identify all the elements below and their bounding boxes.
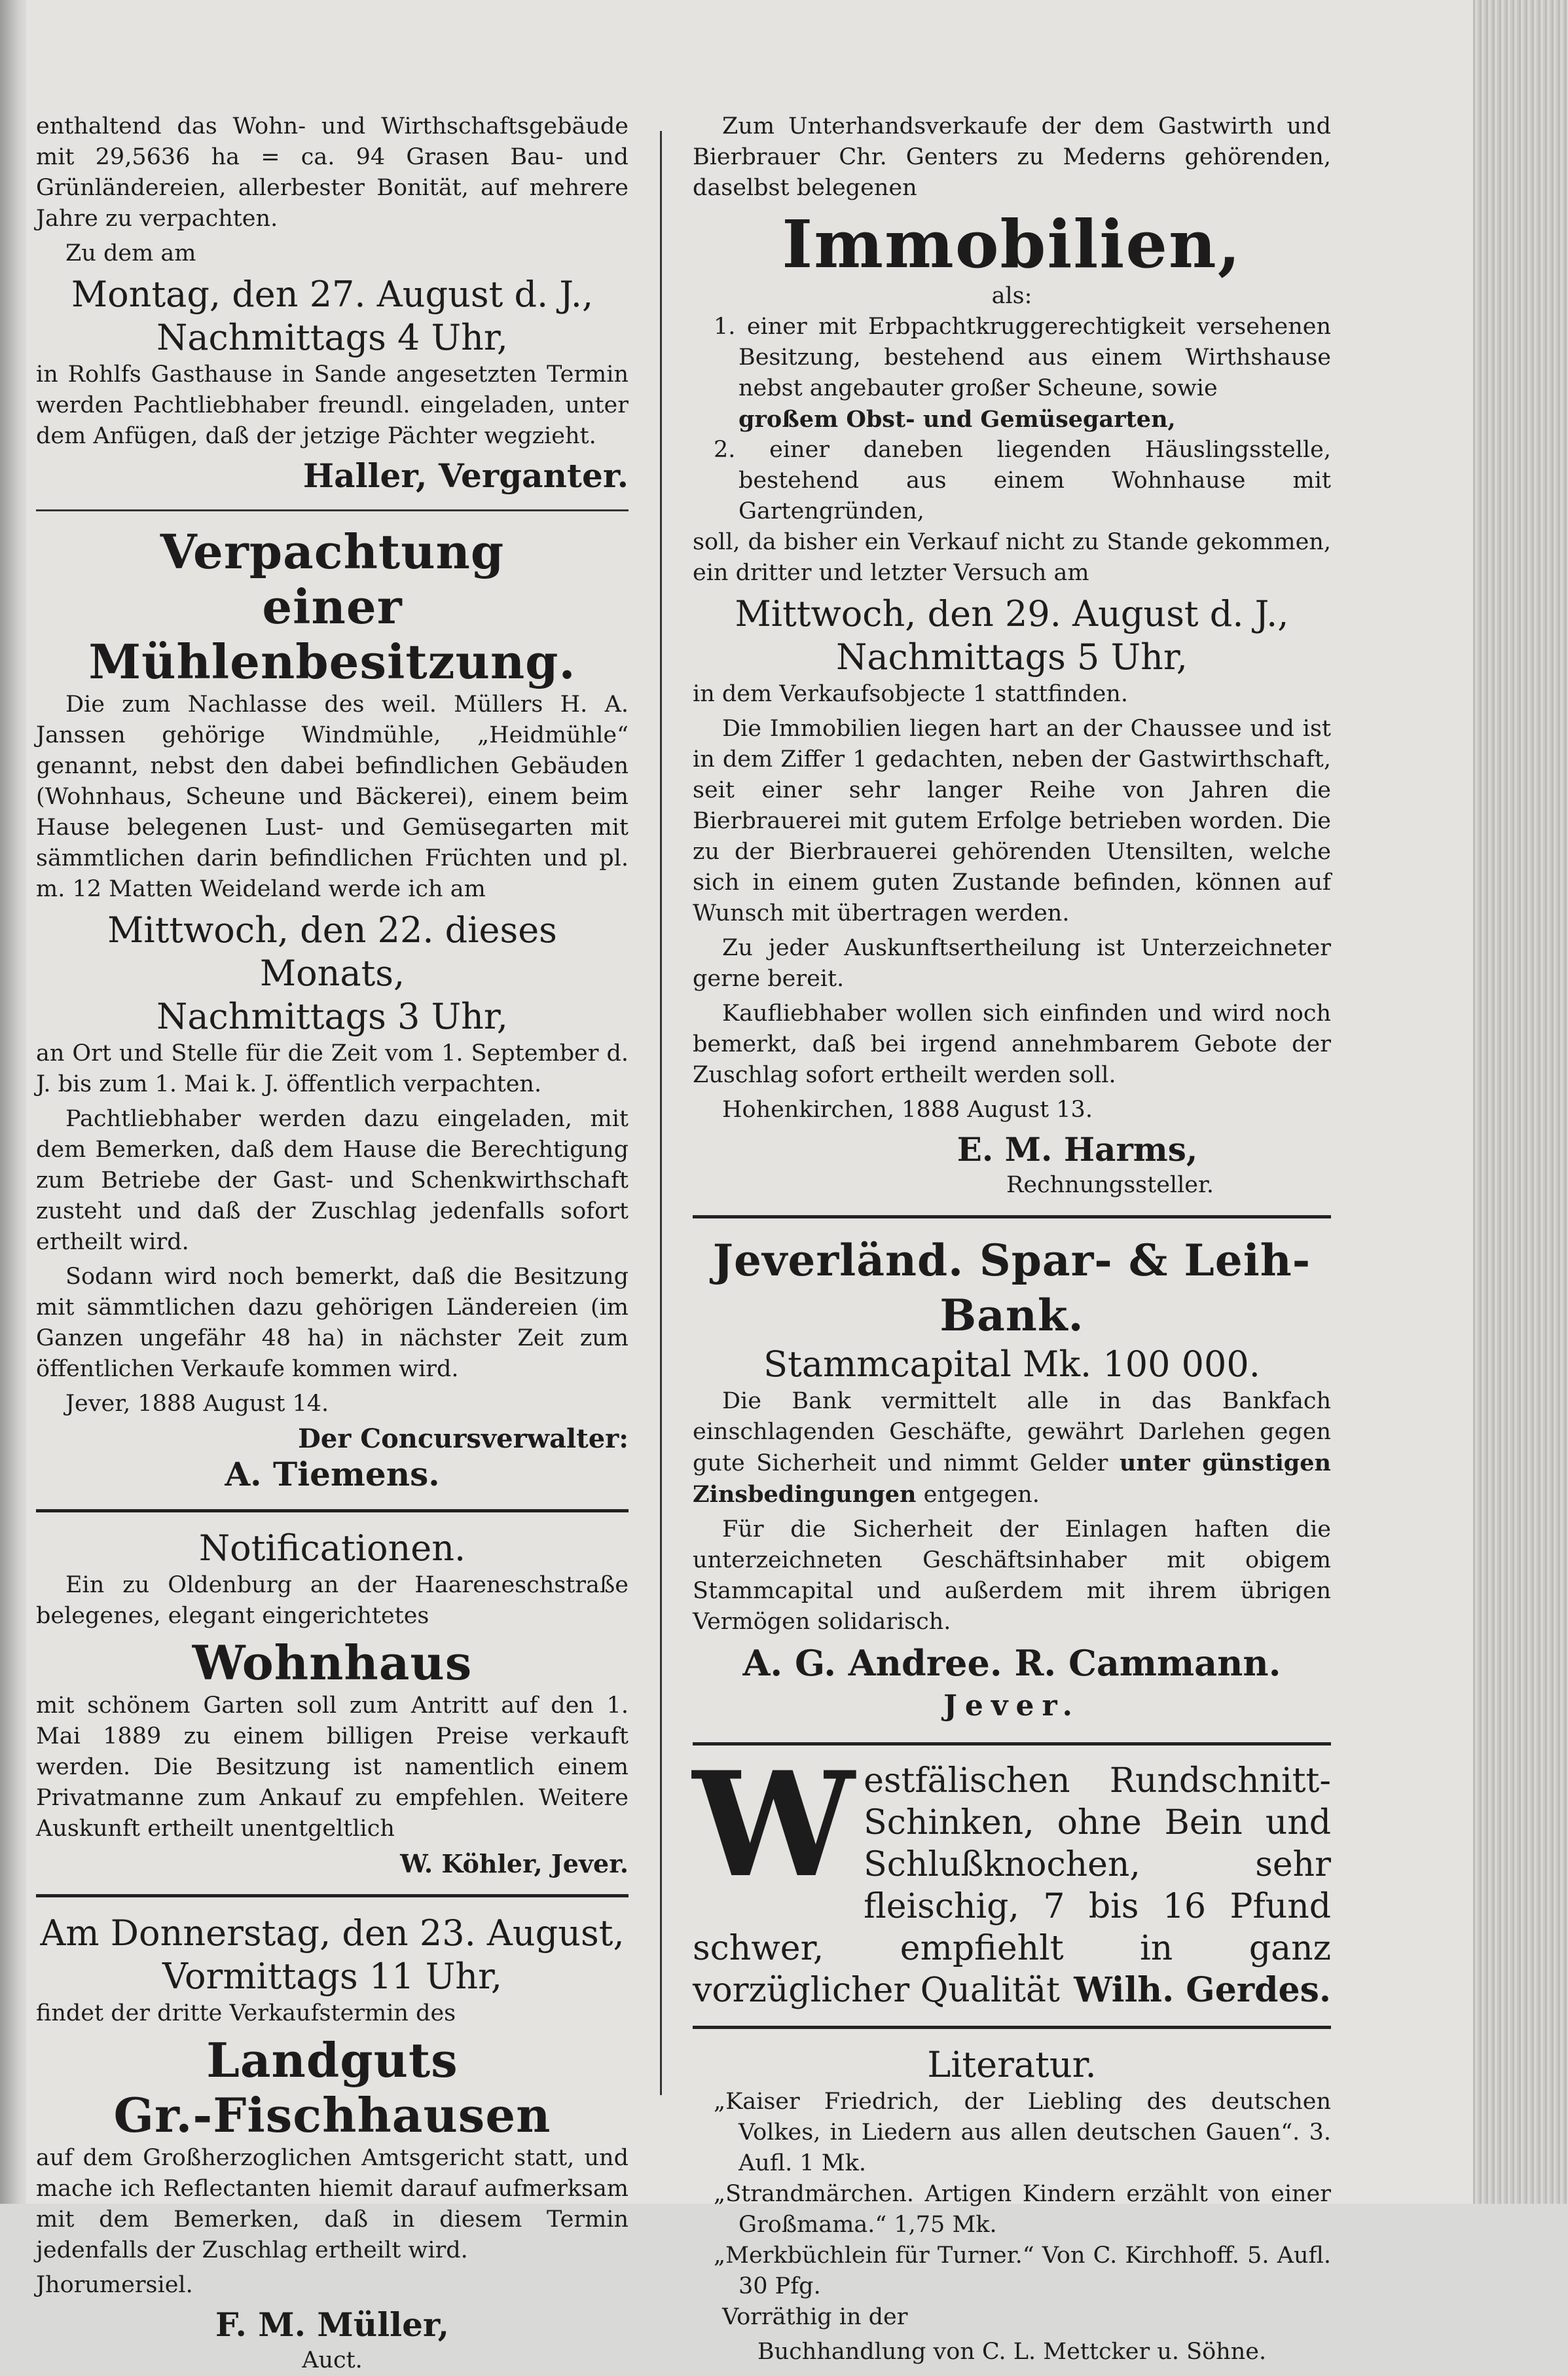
place: Jever.	[943, 1689, 1080, 1723]
ad-literature	[693, 2043, 1331, 2367]
text: Zu dem am	[65, 240, 196, 266]
capital-line: Stammcapital Mk. 100 000.	[763, 1343, 1260, 1385]
headline: Immobilien,	[782, 206, 1242, 283]
headline: Wohnhaus	[192, 1635, 473, 1691]
text: estfälischen Rundschnitt-Schinken, ohne Bein und Schlußknochen, sehr fleischig, 7 bis 16 Pfund schwer, empfiehlt in ganz vorzüglicher Qualität	[693, 1761, 1331, 2010]
text: als:	[991, 283, 1032, 309]
separator	[693, 2026, 1331, 2029]
text: Zu jeder Auskunftsertheilung ist Unterzeichneter gerne bereit.	[693, 935, 1331, 992]
text: Pachtliebhaber werden dazu eingeladen, mit dem Bemerken, daß dem Hause die Berechtigung zum Betriebe der Gast- und Schenkwirthschaft zusteht und daß der Zuschlag jedenfalls sofort ertheilt wird.	[36, 1106, 629, 1255]
ad-mill-lease	[36, 524, 629, 1495]
left-column	[36, 111, 629, 2376]
text: in dem Verkaufsobjecte 1 stattfinden.	[693, 681, 1128, 707]
text	[693, 1386, 1331, 1510]
text: an Ort und Stelle für die Zeit vom 1. September d. J. bis zum 1. Mai k. J. öffentlich verpachten.	[36, 1040, 629, 1097]
page-binding	[0, 0, 26, 2204]
time-line: Nachmittags 5 Uhr,	[836, 636, 1188, 678]
separator	[36, 509, 629, 511]
date-line: Mittwoch, den 29. August d. J.,	[735, 593, 1289, 634]
text: Ein zu Oldenburg an der Haarenesch​straße belegenes, elegant eingerichtetes	[36, 1572, 629, 1629]
section-title: Literatur.	[927, 2044, 1097, 2085]
time-line: Nachmittags 3 Uhr,	[156, 996, 508, 1037]
section-title: Notificationen.	[198, 1527, 466, 1569]
text: Zum Unterhandsverkaufe der dem Gastwirth und Bierbrauer Chr. Genters zu Mederns gehörenden, daselbst belegenen	[693, 113, 1331, 201]
signature: Haller, Verganter.	[302, 456, 629, 495]
signature: E. M. Harms,	[957, 1130, 1198, 1169]
date-line: Montag, den 27. August d. J.,	[71, 274, 594, 315]
headline: einer Mühlenbesitzung.	[88, 579, 576, 689]
ad-estate-sale	[36, 1912, 629, 2376]
headline: Landguts	[206, 2032, 458, 2088]
ad-house-oldenburg	[36, 1527, 629, 1880]
text-part: Die Bank vermittelt alle in das Bankfach einschlagenden Geschäfte, gewährt Darlehen gegen gute Sicherheit und nimmt Gelder	[693, 1388, 1331, 1476]
text: Sodann wird noch bemerkt, daß die Besitzung mit sämmtlichen dazu gehörigen Ländereien (im Ganzen ungefähr 48 ha) in nächster Zeit zum öffentlichen Verkaufe kommen wird.	[36, 1264, 629, 1382]
text-part: entgegen.	[923, 1482, 1040, 1508]
signature: A. G. Andree. R. Cammann.	[742, 1642, 1281, 1684]
book-entry: „Merkbüchlein für Turner.“ Von C. Kirchhoff. 5. Aufl. 30 Pfg.	[714, 2242, 1331, 2299]
date-line: Am Donnerstag, den 23. August,	[40, 1912, 625, 1954]
text: in Rohlfs Gasthause in Sande angesetzten Termin werden Pachtliebhaber freundl. eingeladen, unter dem Anfügen, daß der jetzige Pächter wegzieht.	[36, 361, 629, 449]
text: Die Immobilien liegen hart an der Chaussee und ist in dem Ziffer 1 gedachten, neben der Gastwirthschaft, seit einer sehr langer Reihe von Jahren die Bierbrauerei mit gutem Erfolge betrieben worden. Die zu der Bierbrauerei gehörenden Utensilten, welche sich in einem guten Zustande befinden, können auf Wunsch mit übertragen werden.	[693, 716, 1331, 926]
signature: W. Köhler, Jever.	[400, 1849, 629, 1878]
signature: F. M. Müller,	[215, 2305, 450, 2344]
date-line: Mittwoch, den 22. dieses Monats,	[107, 909, 557, 994]
column-divider	[660, 131, 662, 2095]
ad-ham	[693, 1740, 1331, 2011]
ad-lease-sande	[36, 111, 629, 496]
separator	[36, 1894, 629, 1897]
text: Vorräthig in der	[722, 2304, 908, 2330]
text: auf dem Großherzoglichen Amtsgericht statt, und mache ich Reflectanten hiemit darauf aufmerksam mit dem Bemerken, daß in diesem Termin jedenfalls der Zuschlag ertheilt wird.	[36, 2145, 629, 2263]
text: enthaltend das Wohn- und Wirthschaftsgebäude mit 29,5636 ha = ca. 94 Grasen Bau- und Grünländereien, allerbester Bonität, auf mehrere Jahre zu verpachten.	[36, 113, 629, 232]
signature: Wilh. Gerdes.	[1074, 1970, 1331, 2010]
text: soll, da bisher ein Verkauf nicht zu Stande gekommen, ein dritter und letzter Versuch am	[693, 529, 1331, 586]
role: Rechnungssteller.	[1006, 1172, 1214, 1198]
list-item: 1. einer mit Erbpachtkruggerechtigkeit versehenen Besitzung, bestehend aus einem Wirthshause nebst angebauter großer Scheune, sowie	[714, 314, 1331, 401]
time-line: Vormittags 11 Uhr,	[162, 1956, 503, 1997]
text-emphasis: unter günstigen Zinsbedingungen	[693, 1450, 1331, 1508]
place: Jhorumersiel.	[36, 2272, 193, 2298]
signature: A. Tiemens.	[225, 1455, 440, 1493]
separator	[693, 1215, 1331, 1218]
separator	[36, 1509, 629, 1512]
place-date: Hohenkirchen, 1888 August 13.	[722, 1097, 1093, 1123]
drop-initial: W	[693, 1740, 855, 1909]
text: Kaufliebhaber wollen sich einfinden und wird noch bemerkt, daß bei irgend annehmbarem Gebote der Zuschlag sofort ertheilt werden soll.	[693, 1000, 1331, 1088]
time-line: Nachmittags 4 Uhr,	[156, 317, 508, 358]
role: Der Concursverwalter:	[298, 1423, 629, 1454]
text: Die zum Nachlasse des weil. Müllers H. A. Janssen gehörige Windmühle, „Heidmühle“ genannt, nebst den dabei befindlichen Gebäuden (Wohnhaus, Scheune und Bäckerei), einem beim Hause belegenen Lust- und Gemüsegarten mit sämmtlichen darin befindlichen Früchten und pl. m. 12 Matten Weideland werde ich am	[36, 691, 629, 902]
page-stack-edge	[1473, 0, 1568, 2204]
list-item-emphasis: großem Obst- und Gemüsegarten,	[738, 406, 1176, 433]
text: mit schönem Garten soll zum Antritt auf den 1. Mai 1889 zu einem billigen Preise verkauft werden. Die Besitzung ist namentlich einem Privatmanne zum Ankauf zu empfehlen. Weitere Auskunft ertheilt unentgeltlich	[36, 1692, 629, 1842]
right-column	[693, 111, 1331, 2371]
book-entry: „Strandmärchen. Artigen Kindern erzählt von einer Großmama.“ 1,75 Mk.	[714, 2181, 1331, 2238]
text: Für die Sicherheit der Einlagen haften die unterzeichneten Geschäftsinhaber mit obigem Stammcapital und außerdem mit ihrem übrigen Vermögen solidarisch.	[693, 1516, 1331, 1635]
book-entry: „Kaiser Friedrich, der Liebling des deutschen Volkes, in Liedern aus allen deutschen Gauen“. 3. Aufl. 1 Mk.	[714, 2089, 1331, 2176]
list-item: 2. einer daneben liegenden Häuslingsstelle, bestehend aus einem Wohnhause mit Gartengründen,	[714, 437, 1331, 524]
headline: Jeverländ. Spar- & Leih-Bank.	[712, 1235, 1311, 1341]
ham-text	[693, 1740, 1331, 2011]
headline: Gr.-Fischhausen	[113, 2087, 551, 2143]
headline: Verpachtung	[160, 524, 505, 579]
text: Buchhandlung von C. L. Mettcker u. Söhne.	[757, 2339, 1267, 2365]
text: findet der dritte Verkaufstermin des	[36, 2000, 456, 2026]
place-date: Jever, 1888 August 14.	[65, 1391, 329, 1417]
ad-savings-bank	[693, 1233, 1331, 1728]
role: Auct.	[302, 2347, 363, 2373]
ad-real-estate-mederns	[693, 111, 1331, 1201]
